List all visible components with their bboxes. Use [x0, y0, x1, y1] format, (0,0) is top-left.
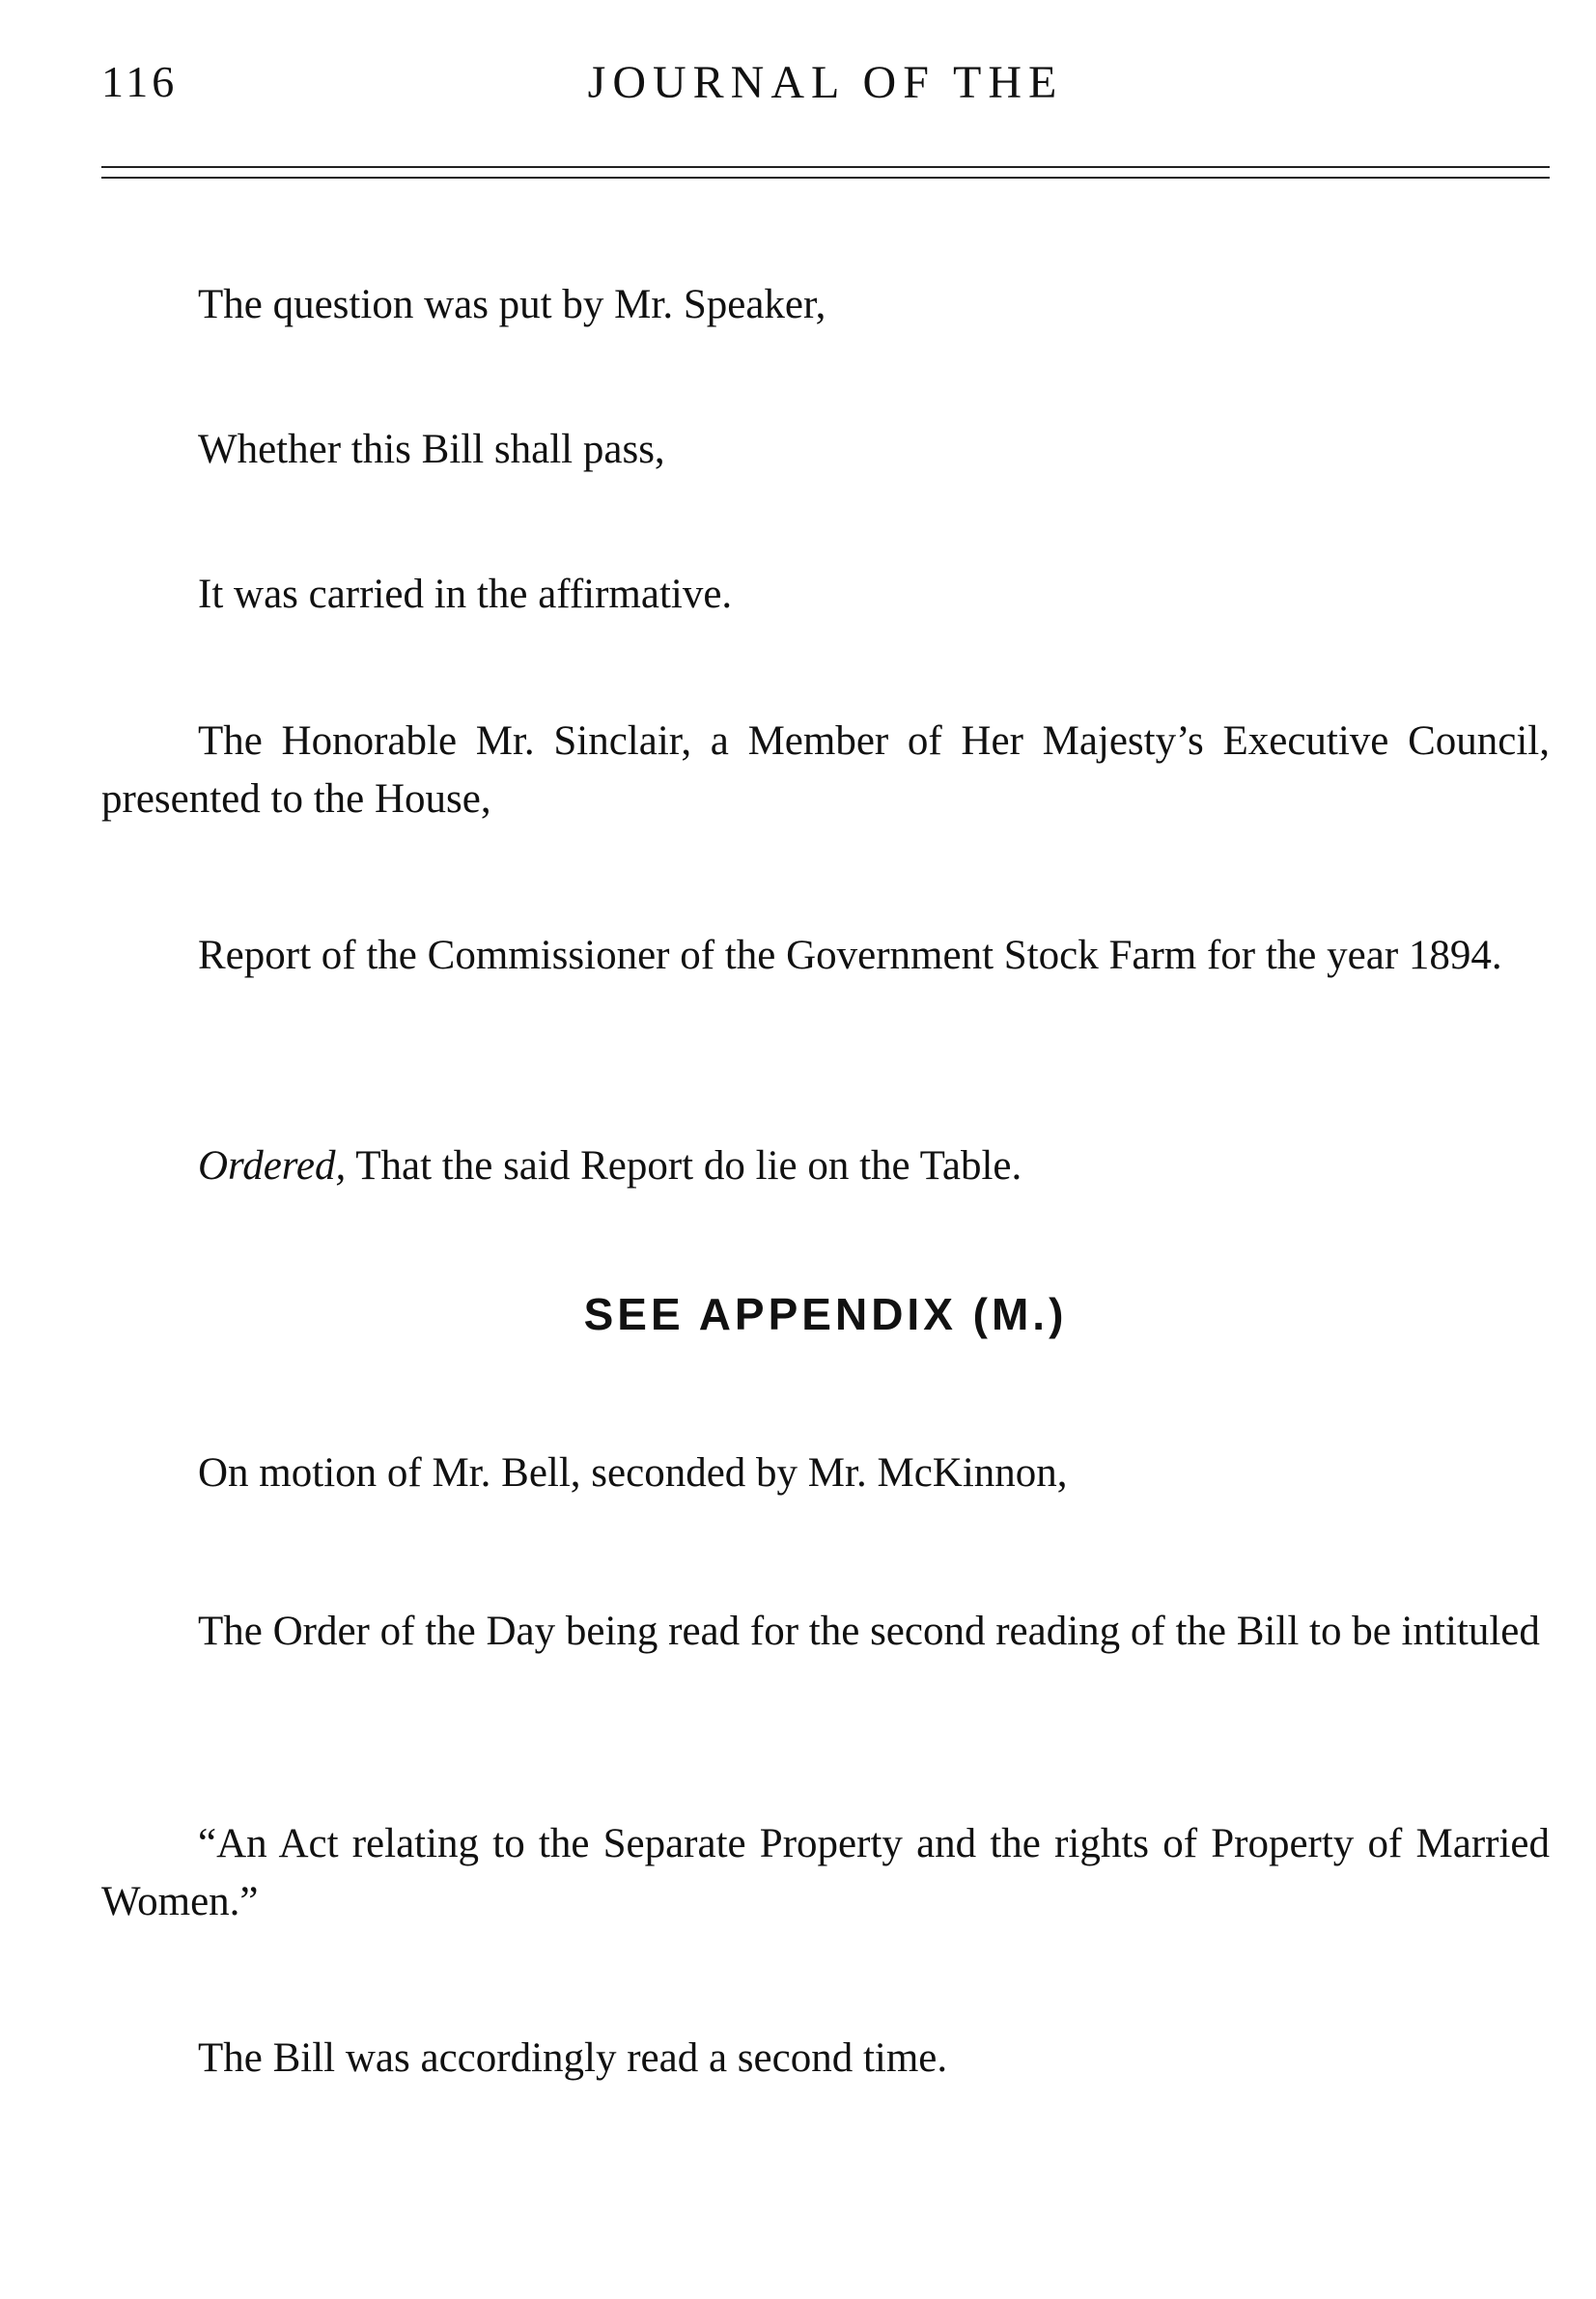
paragraph-carried: It was carried in the affirmative. [198, 572, 733, 617]
paragraph-bill-pass: Whether this Bill shall pass, [198, 427, 665, 472]
page-number: 116 [101, 57, 179, 106]
ordered-text: That the said Report do lie on the Table. [346, 1143, 1022, 1189]
paragraph-ordered [101, 1137, 1550, 1195]
paragraph-question-put: The question was put by Mr. Speaker, [198, 282, 826, 327]
appendix-heading: SEE APPENDIX (M.) [583, 1289, 1068, 1339]
running-title: JOURNAL OF THE [587, 57, 1064, 108]
paragraph-report: Report of the Commissioner of the Government Stock Farm for the year 1894. [198, 933, 1502, 978]
paragraph-motion: On motion of Mr. Bell, seconded by Mr. McKinnon, [198, 1450, 1068, 1496]
ordered-word: Ordered, [198, 1143, 347, 1189]
paragraph-order-of-day: The Order of the Day being read for the second reading of the Bill to be intituled [198, 1609, 1540, 1654]
paragraph-second-time: The Bill was accordingly read a second time. [198, 2035, 948, 2081]
page-header [101, 56, 1550, 124]
paragraph-act-title: “An Act relating to the Separate Property and the rights of Property of Married Women.” [101, 1821, 1550, 1924]
header-rule [101, 166, 1550, 179]
paragraph-sinclair: The Honorable Mr. Sinclair, a Member of Her Majesty’s Executive Council, presented to the House, [101, 718, 1550, 822]
